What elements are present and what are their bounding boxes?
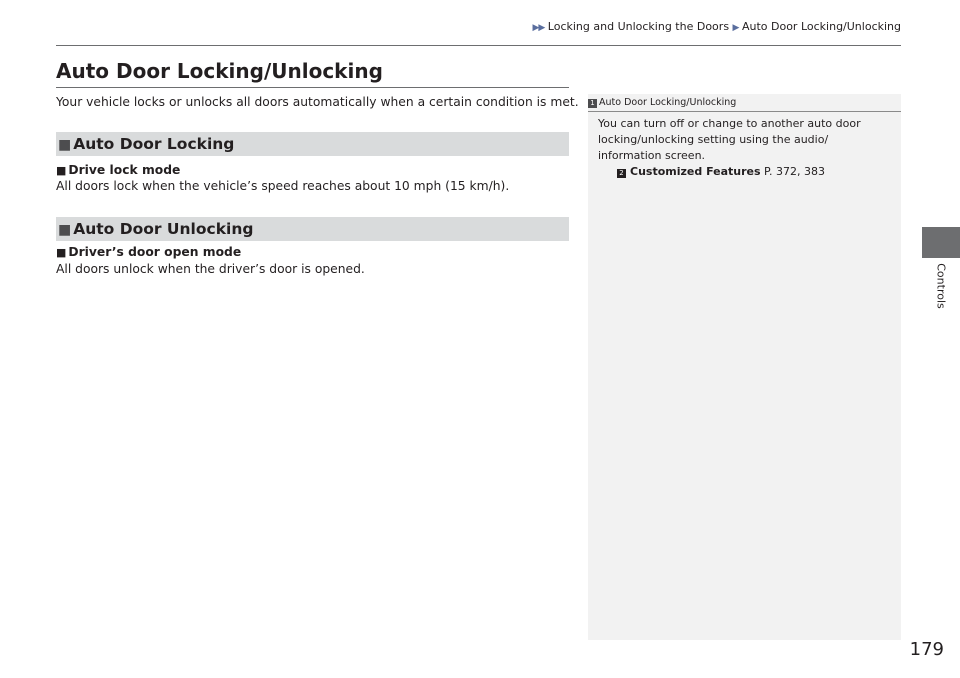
sidebar-title: Auto Door Locking/Unlocking (599, 97, 737, 108)
sidebar-line: information screen. (598, 149, 706, 162)
section-heading: Auto Door Locking (73, 135, 235, 153)
page-number: 179 (909, 639, 944, 660)
arrow-icon: ▶ (732, 23, 739, 33)
breadcrumb-parent[interactable]: Locking and Unlocking the Doors (547, 20, 730, 33)
reference-pages: P. 372, 383 (764, 165, 825, 178)
section-heading: Auto Door Unlocking (73, 220, 254, 238)
section-auto-door-locking (56, 132, 569, 156)
sidebar-body (598, 116, 888, 180)
double-arrow-icon: ▶▶ (532, 23, 545, 33)
reference-label: Customized Features (630, 165, 761, 178)
drive-lock-mode-text: All doors lock when the vehicle’s speed reaches about 10 mph (15 km/h). (56, 179, 510, 193)
section-auto-door-unlocking (56, 217, 569, 241)
breadcrumb-current[interactable]: Auto Door Locking/Unlocking (741, 20, 901, 33)
chapter-label-text: Controls (934, 263, 948, 309)
title-divider (56, 87, 569, 88)
drivers-door-open-mode-text: All doors unlock when the driver’s door is opened. (56, 262, 365, 276)
square-bullet-icon: ■ (56, 246, 67, 259)
breadcrumb (0, 20, 901, 33)
sidebar-line: You can turn off or change to another auto door (598, 117, 861, 130)
page-title: Auto Door Locking/Unlocking (56, 59, 383, 83)
sidebar-line: locking/unlocking setting using the audio/ (598, 133, 829, 146)
sub-heading-label: Drive lock mode (68, 163, 181, 177)
square-bullet-icon: ■ (58, 222, 72, 238)
drivers-door-open-mode-heading (56, 244, 241, 261)
reference-arrow-icon: 2 (617, 169, 626, 178)
sidebar-note (588, 94, 901, 640)
sub-heading-label: Driver’s door open mode (68, 245, 242, 259)
square-bullet-icon: ■ (56, 164, 67, 177)
cross-reference-link[interactable] (617, 164, 888, 180)
chapter-tab[interactable] (922, 227, 960, 258)
sidebar-header (588, 94, 901, 112)
drive-lock-mode-heading (56, 162, 180, 179)
header-divider (56, 45, 901, 46)
intro-text: Your vehicle locks or unlocks all doors automatically when a certain condition is met. (56, 95, 579, 109)
note-marker-icon: 1 (588, 99, 597, 108)
square-bullet-icon: ■ (58, 137, 72, 153)
